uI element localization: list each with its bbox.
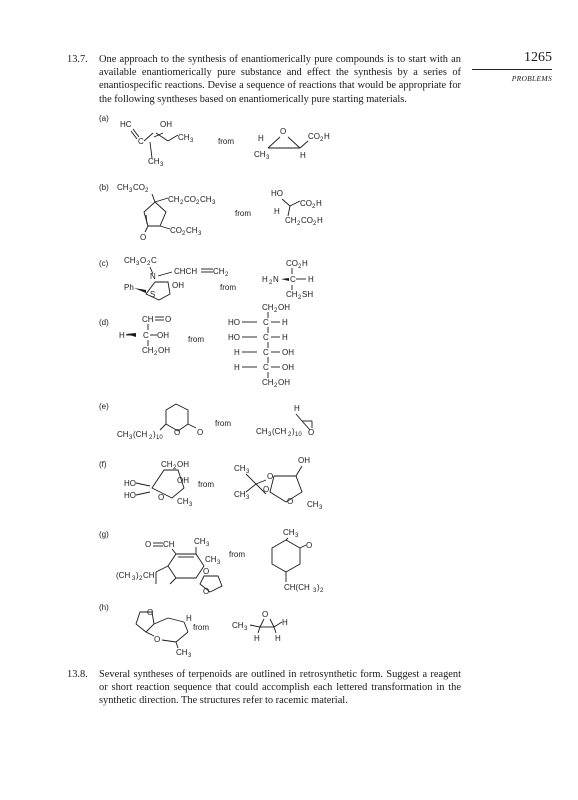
structure-c-target (124, 256, 229, 300)
svg-text:HO: HO (228, 318, 240, 327)
svg-text:): ) (292, 427, 295, 436)
svg-text:H: H (302, 259, 308, 268)
svg-text:3: 3 (268, 432, 272, 438)
structure-e-target (117, 404, 203, 441)
svg-text:O: O (158, 493, 165, 502)
svg-text:O: O (203, 567, 210, 576)
svg-text:3: 3 (212, 200, 216, 206)
svg-text:CH: CH (178, 133, 190, 142)
svg-text:2: 2 (298, 295, 302, 301)
svg-text:2: 2 (149, 435, 153, 441)
part-label-c: (c) (99, 259, 109, 268)
svg-text:CH: CH (234, 464, 246, 473)
svg-text:O: O (174, 428, 181, 437)
structure-b-target (117, 183, 216, 242)
svg-text:HC: HC (120, 120, 132, 129)
svg-text:2: 2 (313, 221, 317, 227)
part-label-a: (a) (99, 114, 109, 123)
svg-text:HO: HO (228, 333, 240, 342)
svg-text:CH: CH (143, 571, 155, 580)
svg-text:C: C (290, 275, 296, 284)
svg-text:CH: CH (262, 378, 274, 387)
svg-text:H: H (300, 151, 306, 160)
svg-text:2: 2 (139, 576, 143, 582)
structure-e-source (256, 404, 314, 438)
svg-text:2: 2 (147, 261, 151, 267)
svg-text:3: 3 (319, 505, 323, 511)
svg-text:H: H (275, 634, 281, 643)
part-label-e: (e) (99, 402, 109, 411)
svg-text:2: 2 (320, 588, 324, 594)
structure-c-source (262, 259, 314, 301)
svg-text:O: O (165, 315, 172, 324)
svg-text:O: O (267, 472, 274, 481)
svg-text:2: 2 (274, 383, 278, 389)
problem-13-7-text: One approach to the synthesis of enantiomerically pure compounds is to start with an available enantiomerically pure substance and effect the synthesis by a series of enantiospecific reactions. Devise a sequence of reactions that would be appropriate for the following syntheses based on enantiomerically pure starting materials. (99, 54, 461, 105)
structure-d-target (119, 315, 171, 357)
from-label-e: from (215, 419, 231, 428)
svg-text:2: 2 (274, 308, 278, 314)
svg-text:H: H (234, 363, 240, 372)
svg-text:3: 3 (136, 261, 140, 267)
svg-text:S: S (150, 290, 156, 299)
svg-text:3: 3 (246, 495, 250, 501)
part-label-b: (b) (99, 183, 109, 192)
structure-h-target (136, 608, 192, 659)
structure-a-source (254, 127, 330, 161)
svg-text:): ) (136, 571, 139, 580)
svg-text:OH: OH (177, 460, 189, 469)
svg-text:O: O (154, 635, 161, 644)
structure-g-target (116, 537, 222, 596)
svg-text:CH(CH: CH(CH (284, 583, 310, 592)
svg-text:CH: CH (186, 226, 198, 235)
svg-text:H: H (274, 207, 280, 216)
svg-text:OH: OH (282, 363, 294, 372)
svg-text:2: 2 (269, 280, 273, 286)
svg-text:CO: CO (301, 216, 313, 225)
svg-text:CO: CO (308, 132, 320, 141)
from-label-a: from (218, 137, 234, 146)
svg-text:3: 3 (198, 231, 202, 237)
problem-13-8-text: Several syntheses of terpenoids are outlined in retrosynthetic form. Suggest a reagent or short reaction sequence that could accomplish each lettered transformation in the synthetic direction. The structures refer to racemic material. (99, 669, 461, 707)
svg-text:C: C (263, 318, 269, 327)
svg-text:2: 2 (180, 200, 184, 206)
svg-text:C: C (151, 256, 157, 265)
svg-text:3: 3 (266, 155, 270, 161)
svg-text:2: 2 (288, 432, 292, 438)
svg-text:H: H (262, 275, 268, 284)
svg-text:OH: OH (157, 331, 169, 340)
svg-text:CH: CH (254, 150, 266, 159)
svg-text:2: 2 (297, 221, 301, 227)
svg-text:3: 3 (295, 533, 299, 539)
svg-text:3: 3 (129, 435, 133, 441)
svg-text:2: 2 (173, 465, 177, 471)
svg-text:Ph: Ph (124, 283, 134, 292)
svg-text:CH: CH (177, 497, 189, 506)
page-number: 1265 (524, 50, 552, 65)
svg-text:CH: CH (286, 290, 298, 299)
from-label-f: from (198, 480, 214, 489)
svg-text:CH: CH (142, 315, 154, 324)
svg-text:CH: CH (283, 528, 295, 537)
svg-text:H: H (294, 404, 300, 413)
svg-text:H: H (282, 618, 288, 627)
svg-text:3: 3 (129, 188, 133, 194)
svg-text:3: 3 (160, 162, 164, 168)
part-label-h: (h) (99, 603, 109, 612)
svg-text:3: 3 (189, 502, 193, 508)
structure-g-source (272, 528, 324, 594)
structure-a-target (120, 120, 194, 168)
svg-text:C: C (143, 331, 149, 340)
svg-text:10: 10 (156, 435, 163, 441)
svg-text:CH: CH (256, 427, 268, 436)
svg-text:2: 2 (154, 351, 158, 357)
svg-text:CH: CH (194, 537, 206, 546)
svg-text:O: O (197, 428, 204, 437)
structure-f-target (124, 460, 193, 508)
svg-text:CO: CO (286, 259, 298, 268)
svg-text:SH: SH (302, 290, 314, 299)
problem-13-8-number: 13.8. (67, 669, 88, 680)
svg-text:3: 3 (313, 588, 317, 594)
svg-text:): ) (317, 583, 320, 592)
svg-text:CH: CH (168, 195, 180, 204)
svg-text:2: 2 (225, 272, 229, 278)
svg-text:3: 3 (246, 469, 250, 475)
svg-text:CO: CO (133, 183, 145, 192)
svg-text:O: O (306, 541, 313, 550)
svg-text:2: 2 (320, 137, 324, 143)
svg-text:3: 3 (190, 138, 194, 144)
svg-text:HO: HO (124, 479, 136, 488)
structure-h-source (232, 610, 288, 643)
svg-text:H: H (234, 348, 240, 357)
svg-text:H: H (119, 331, 125, 340)
svg-text:O: O (308, 428, 315, 437)
svg-text:(CH: (CH (116, 571, 131, 580)
svg-text:10: 10 (295, 432, 302, 438)
svg-text:HO: HO (271, 189, 283, 198)
svg-text:2: 2 (196, 200, 200, 206)
svg-text:N: N (150, 272, 156, 281)
svg-text:OH: OH (282, 348, 294, 357)
svg-text:3: 3 (244, 626, 248, 632)
svg-text:CH: CH (117, 430, 129, 439)
svg-text:CH: CH (176, 648, 188, 657)
running-head: PROBLEMS (511, 74, 552, 83)
from-label-b: from (235, 209, 251, 218)
svg-text:CH: CH (205, 555, 217, 564)
svg-text:2: 2 (298, 264, 302, 270)
svg-text:OH: OH (298, 456, 310, 465)
from-label-g: from (229, 550, 245, 559)
structure-f-source (234, 456, 323, 511)
svg-text:O: O (263, 485, 270, 494)
svg-text:(CH: (CH (133, 430, 148, 439)
svg-text:CH: CH (148, 157, 160, 166)
svg-text:2: 2 (145, 188, 149, 194)
svg-text:CO: CO (184, 195, 196, 204)
svg-text:H: H (258, 134, 264, 143)
svg-text:CH: CH (262, 303, 274, 312)
structure-b-source (271, 189, 323, 227)
svg-text:OH: OH (278, 303, 290, 312)
svg-text:OH: OH (160, 120, 172, 129)
part-label-d: (d) (99, 318, 109, 327)
svg-text:3: 3 (206, 542, 210, 548)
svg-text:OH: OH (177, 476, 189, 485)
svg-text:CH: CH (285, 216, 297, 225)
svg-text:2: 2 (182, 231, 186, 237)
svg-text:CH: CH (307, 500, 319, 509)
svg-text:CH: CH (232, 621, 244, 630)
from-label-h: from (193, 623, 209, 632)
structure-d-source (228, 303, 294, 389)
svg-text:OH: OH (278, 378, 290, 387)
svg-text:O: O (140, 256, 147, 265)
svg-text:O: O (203, 587, 210, 596)
svg-text:CH: CH (234, 490, 246, 499)
svg-text:N: N (273, 275, 279, 284)
svg-text:O: O (140, 233, 147, 242)
svg-text:HO: HO (124, 491, 136, 500)
svg-text:H: H (186, 614, 192, 623)
svg-text:CHCH: CHCH (174, 267, 198, 276)
svg-text:3: 3 (132, 576, 136, 582)
svg-text:3: 3 (217, 560, 221, 566)
svg-text:H: H (282, 333, 288, 342)
svg-text:CH: CH (142, 346, 154, 355)
svg-text:(CH: (CH (272, 427, 287, 436)
svg-text:CH: CH (213, 267, 225, 276)
svg-text:2: 2 (312, 204, 316, 210)
svg-text:O: O (262, 610, 269, 619)
svg-text:C: C (263, 348, 269, 357)
svg-text:): ) (153, 430, 156, 439)
svg-text:C: C (138, 137, 144, 146)
svg-text:OH: OH (158, 346, 170, 355)
svg-text:H: H (308, 275, 314, 284)
svg-text:C: C (263, 333, 269, 342)
svg-text:CO: CO (170, 226, 182, 235)
svg-text:H: H (254, 634, 260, 643)
svg-text:H: H (316, 199, 322, 208)
from-label-c: from (220, 283, 236, 292)
svg-text:O: O (147, 608, 154, 617)
svg-text:H: H (317, 216, 323, 225)
part-label-f: (f) (99, 460, 107, 469)
svg-text:CH: CH (124, 256, 136, 265)
part-label-g: (g) (99, 530, 109, 539)
problem-13-7-number: 13.7. (67, 54, 88, 65)
svg-text:H: H (324, 132, 330, 141)
svg-text:CO: CO (300, 199, 312, 208)
svg-text:O: O (287, 497, 294, 506)
svg-text:H: H (282, 318, 288, 327)
svg-text:CH: CH (161, 460, 173, 469)
svg-text:CH: CH (163, 540, 175, 549)
svg-text:CH: CH (117, 183, 129, 192)
svg-text:CH: CH (200, 195, 212, 204)
from-label-d: from (188, 335, 204, 344)
svg-text:O: O (280, 127, 287, 136)
svg-text:O: O (145, 540, 152, 549)
svg-text:C: C (263, 363, 269, 372)
svg-text:OH: OH (172, 281, 184, 290)
svg-text:3: 3 (188, 653, 192, 659)
